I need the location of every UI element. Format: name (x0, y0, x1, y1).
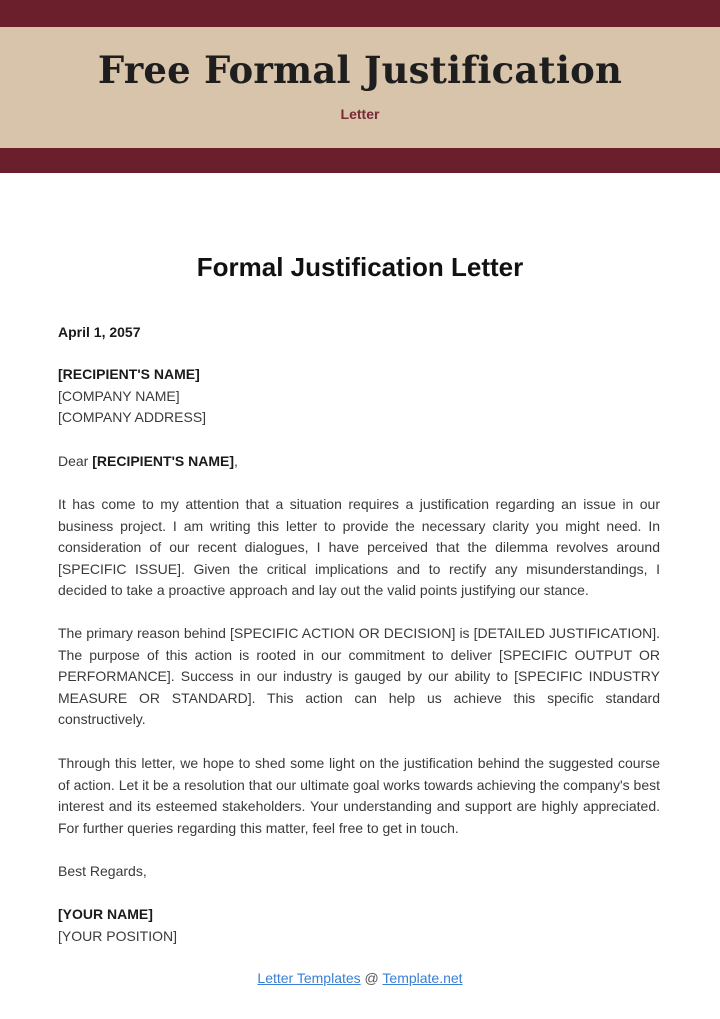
recipient-address: [COMPANY ADDRESS] (58, 409, 207, 425)
recipient-block (58, 364, 660, 429)
salutation-prefix: Dear (58, 453, 93, 469)
letter-templates-link[interactable]: Letter Templates (257, 970, 361, 986)
recipient-company: [COMPANY NAME] (58, 387, 180, 404)
template-net-link[interactable]: Template.net (382, 970, 463, 986)
header-bottom-band (0, 148, 720, 173)
signature-position: [YOUR POSITION] (58, 927, 178, 944)
footer (0, 970, 720, 986)
footer-separator: @ (360, 970, 383, 986)
signature-name: [YOUR NAME] (58, 906, 153, 922)
header-subtitle: Letter (340, 106, 380, 122)
header-top-band (0, 0, 720, 27)
salutation (58, 451, 660, 473)
salutation-name: [RECIPIENT'S NAME] (92, 453, 235, 469)
body-paragraph-1: It has come to my attention that a situation requires a justification regarding an issue in our business project. I am writing this letter to provide the necessary clarity you might need. In consideration of our recent dialogues, I have perceived that the dilemma revolves around [SPECIFIC ISSUE]. Given the critical implications and to rectify any misunderstandings, I decided to take a proactive approach and lay out the valid points justifying our stance. (58, 496, 660, 598)
header-title: Free Formal Justification (97, 48, 623, 92)
letter-date: April 1, 2057 (58, 324, 141, 340)
closing: Best Regards, (58, 863, 147, 879)
recipient-name: [RECIPIENT'S NAME] (58, 366, 200, 382)
body-paragraph-3: Through this letter, we hope to shed some light on the justification behind the suggested course of action. Let it be a resolution that our ultimate goal works towards achieving the company's best interest and its esteemed stakeholders. Your understanding and support are highly appreciated. For further queries regarding this matter, feel free to get in touch. (58, 755, 660, 836)
signature-block (58, 904, 660, 947)
body-paragraph-2: The primary reason behind [SPECIFIC ACTION OR DECISION] is [DETAILED JUSTIFICATION]. The purpose of this action is rooted in our commitment to deliver [SPECIFIC OUTPUT OR PERFORMANCE]. Success in our industry is gauged by our ability to [SPECIFIC INDUSTRY MEASURE OR STANDARD]. This action can help us achieve this specific standard constructively. (58, 625, 660, 727)
salutation-suffix: , (234, 453, 238, 469)
letter-title: Formal Justification Letter (196, 252, 524, 282)
